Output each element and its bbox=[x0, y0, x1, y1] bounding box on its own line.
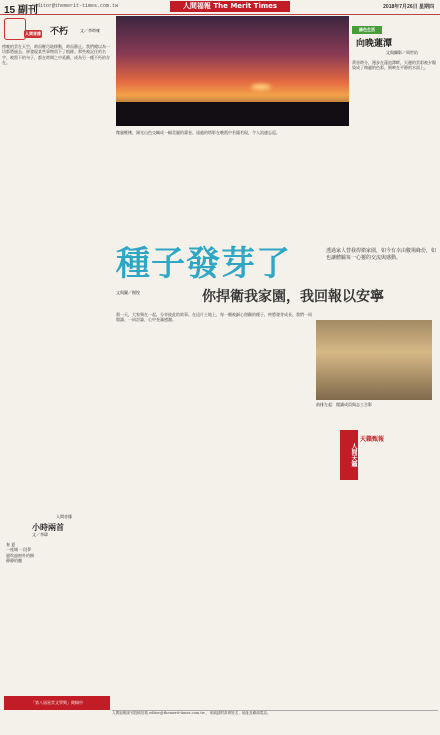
group-photo bbox=[316, 320, 432, 400]
article-title-left: 不朽 bbox=[50, 27, 69, 37]
side-title: 天籟甄報 bbox=[360, 436, 385, 443]
feature-banner bbox=[116, 244, 438, 310]
poem-author: 文／李瑋 bbox=[32, 532, 48, 537]
section-logo bbox=[4, 18, 26, 40]
article-title-right: 向晚蓮潭 bbox=[356, 39, 393, 49]
feature-author: 文與圖／楊悅 bbox=[116, 290, 140, 295]
sun-glow bbox=[251, 84, 271, 90]
article-author-left: 文／李時雍 bbox=[80, 28, 100, 33]
editor-email: editor@themerit-times.com.tw bbox=[34, 3, 119, 9]
award-notice: 「第八屆星雲文學獎」徵稿中 bbox=[4, 696, 110, 710]
issue-date: 2018年7月26日 星期四 bbox=[383, 4, 434, 10]
poem-box bbox=[2, 512, 108, 690]
section-tag: 人間音緣 bbox=[25, 31, 41, 36]
masthead: 人間福報 The Merit Times bbox=[170, 1, 290, 12]
poem-text: 春 夏 一座城 一段夢 風吹過窗外的樹 靜靜的聽 bbox=[6, 542, 34, 564]
feature-subtitle: 你捍衛我家園，我回報以安寧 bbox=[202, 289, 384, 305]
feature-lower bbox=[116, 312, 438, 696]
shoreline bbox=[116, 102, 349, 126]
sunset-photo bbox=[116, 16, 349, 126]
side-label: 人間天籟 bbox=[340, 430, 358, 480]
poem-title: 小時兩首 bbox=[32, 522, 64, 532]
group-photo-caption: 前排左起：閱讀成員與志工合影 bbox=[316, 402, 372, 407]
article-author-right: 文與攝影／周世佑 bbox=[386, 50, 418, 55]
footer-note: 人間福報副刊投稿信箱 editor@themerit-times.com.tw ，來稿請附真實姓名、地址及聯絡電話。 bbox=[112, 710, 438, 731]
article-body-left: 傍晚的雲在天空，時而輕巧地移動，時而靜止。我們總以為一切都將過去，卻發現某些事物留下了痕跡。那些被記住的名字、被寫下的句子，都在時間之中延續，成為另一種不朽的存在。 bbox=[2, 44, 110, 66]
feature-headline: 種子發芽了 bbox=[116, 244, 291, 284]
green-badge: 綠色生活 bbox=[352, 26, 382, 34]
feature-lead: 透過家人替我捍衛家園，如今有幸由數場緣份，如也讓體驗每一心靈的交流與感動。 bbox=[326, 248, 437, 261]
article-body-right: 黃昏時分，漫步在蓮池潭畔，天邊的雲彩被夕陽染成了絢麗的色彩，倒映在平靜的水面上。 bbox=[352, 60, 436, 71]
feature-body: 那一天，大家聚在一起，分享彼此的故事。在這片土地上，每一顆被細心照顧的種子，終將發芽成長。我們一同閱讀、一同討論，心中充滿感謝。 bbox=[116, 312, 312, 323]
article-body-mid: 微風輕拂，湖光山色交織成一幅美麗的畫卷。遠處的塔影在晚霞中若隱若現，令人流連忘返。 bbox=[116, 130, 280, 135]
poem-section: 人間音緣 bbox=[56, 514, 72, 519]
page-number: 15 副刊 bbox=[4, 5, 38, 16]
